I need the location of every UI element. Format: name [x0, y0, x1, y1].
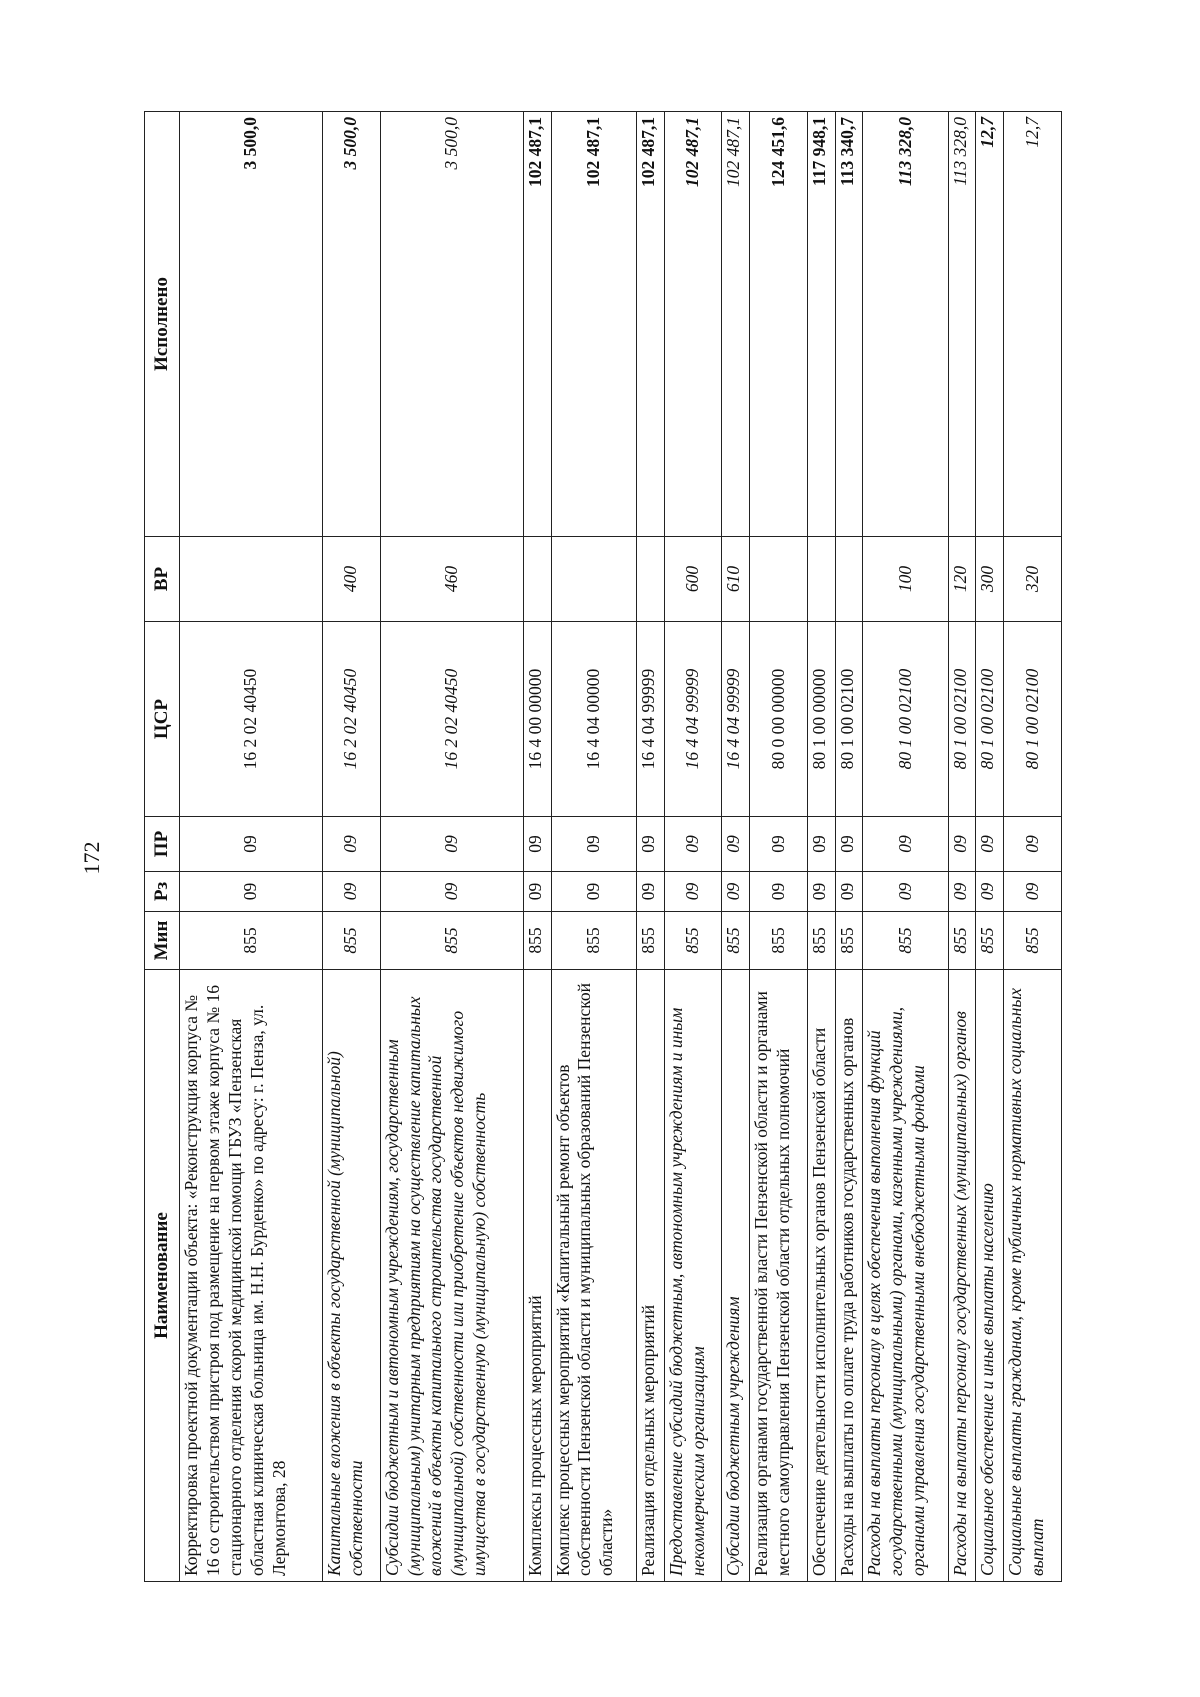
cell-done: 12,7	[976, 112, 1004, 537]
cell-done: 102 487,1	[722, 112, 750, 537]
cell-rz: 09	[664, 872, 722, 912]
cell-vr: 320	[1004, 537, 1062, 622]
cell-rz: 09	[976, 872, 1004, 912]
cell-min: 855	[323, 912, 381, 970]
table-row	[750, 112, 808, 1582]
cell-rz: 09	[807, 872, 835, 912]
cell-done: 113 328,0	[863, 112, 948, 537]
cell-rz: 09	[750, 872, 808, 912]
table-row	[722, 112, 750, 1582]
header-vr: ВР	[145, 537, 180, 622]
cell-csr: 16 4 04 99999	[636, 622, 664, 817]
cell-pr: 09	[807, 817, 835, 872]
cell-name: Социальные выплаты гражданам, кроме публичных нормативных социальных выплат	[1004, 970, 1062, 1582]
table-row	[1004, 112, 1062, 1582]
cell-rz: 09	[180, 872, 323, 912]
header-min: Мин	[145, 912, 180, 970]
cell-min: 855	[180, 912, 323, 970]
cell-min: 855	[380, 912, 523, 970]
cell-pr: 09	[1004, 817, 1062, 872]
cell-vr	[636, 537, 664, 622]
cell-done: 124 451,6	[750, 112, 808, 537]
cell-csr: 16 4 04 00000	[551, 622, 636, 817]
cell-rz: 09	[380, 872, 523, 912]
cell-csr: 80 1 00 02100	[835, 622, 863, 817]
header-done: Исполнено	[145, 112, 180, 537]
cell-pr: 09	[976, 817, 1004, 872]
cell-vr	[180, 537, 323, 622]
cell-min: 855	[863, 912, 948, 970]
cell-done: 3 500,0	[323, 112, 381, 537]
cell-min: 855	[750, 912, 808, 970]
cell-name: Субсидии бюджетным учреждениям	[722, 970, 750, 1582]
cell-vr: 120	[948, 537, 976, 622]
cell-pr: 09	[551, 817, 636, 872]
cell-csr: 16 4 04 99999	[722, 622, 750, 817]
cell-pr: 09	[835, 817, 863, 872]
header-name: Наименование	[145, 970, 180, 1582]
cell-name: Комплексы процессных мероприятий	[523, 970, 551, 1582]
cell-vr: 600	[664, 537, 722, 622]
cell-rz: 09	[523, 872, 551, 912]
cell-name: Реализация отдельных мероприятий	[636, 970, 664, 1582]
cell-rz: 09	[636, 872, 664, 912]
cell-name: Капитальные вложения в объекты государственной (муниципальной) собственности	[323, 970, 381, 1582]
cell-pr: 09	[863, 817, 948, 872]
table-row	[180, 112, 323, 1582]
cell-csr: 80 1 00 02100	[948, 622, 976, 817]
cell-pr: 09	[523, 817, 551, 872]
cell-min: 855	[664, 912, 722, 970]
cell-csr: 80 1 00 00000	[807, 622, 835, 817]
table-row	[863, 112, 948, 1582]
cell-csr: 16 2 02 40450	[323, 622, 381, 817]
cell-vr: 610	[722, 537, 750, 622]
cell-rz: 09	[551, 872, 636, 912]
cell-done: 102 487,1	[523, 112, 551, 537]
cell-csr: 16 4 00 00000	[523, 622, 551, 817]
cell-vr: 460	[380, 537, 523, 622]
cell-done: 102 487,1	[636, 112, 664, 537]
cell-vr	[750, 537, 808, 622]
cell-min: 855	[551, 912, 636, 970]
cell-pr: 09	[323, 817, 381, 872]
cell-csr: 80 1 00 02100	[976, 622, 1004, 817]
cell-done: 102 487,1	[664, 112, 722, 537]
table-row	[664, 112, 722, 1582]
budget-table	[144, 111, 1062, 1582]
cell-name: Предоставление субсидий бюджетным, автономным учреждениям и иным некоммерческим организациям	[664, 970, 722, 1582]
budget-table-container	[144, 112, 1062, 1582]
cell-name: Социальное обеспечение и иные выплаты населению	[976, 970, 1004, 1582]
cell-min: 855	[1004, 912, 1062, 970]
cell-vr: 300	[976, 537, 1004, 622]
cell-csr: 80 1 00 02100	[1004, 622, 1062, 817]
header-rz: Рз	[145, 872, 180, 912]
cell-vr: 100	[863, 537, 948, 622]
table-row	[976, 112, 1004, 1582]
cell-rz: 09	[1004, 872, 1062, 912]
cell-name: Реализация органами государственной власти Пензенской области и органами местного самоуправления Пензенской области отдельных полномочий	[750, 970, 808, 1582]
cell-name: Расходы на выплаты персоналу государственных (муниципальных) органов	[948, 970, 976, 1582]
cell-name: Комплекс процессных мероприятий «Капитальный ремонт объектов собственности Пензенской области и муниципальных образований Пензенской области»	[551, 970, 636, 1582]
cell-rz: 09	[863, 872, 948, 912]
cell-pr: 09	[750, 817, 808, 872]
table-row	[323, 112, 381, 1582]
cell-min: 855	[523, 912, 551, 970]
cell-pr: 09	[380, 817, 523, 872]
header-csr: ЦСР	[145, 622, 180, 817]
cell-name: Корректировка проектной документации объекта: «Реконструкция корпуса № 16 со строительством пристроя под размещение на первом этаже корпуса № 16 стационарного отделения скорой медицинской помощи ГБУЗ «Пензенская областная клиническая больница им. Н.Н. Бурденко» по адресу: г. Пенза, ул. Лермонтова, 28	[180, 970, 323, 1582]
cell-name: Расходы на выплаты персоналу в целях обеспечения выполнения функций государственными (муниципальными) органами, казенными учреждениями, органами управления государственными внебюджетными фондами	[863, 970, 948, 1582]
cell-done: 113 340,7	[835, 112, 863, 537]
table-row	[636, 112, 664, 1582]
cell-min: 855	[948, 912, 976, 970]
table-row	[835, 112, 863, 1582]
cell-done: 12,7	[1004, 112, 1062, 537]
cell-min: 855	[636, 912, 664, 970]
table-row	[807, 112, 835, 1582]
cell-name: Субсидии бюджетным и автономным учреждениям, государственным (муниципальным) унитарным предприятиям на осуществление капитальных вложений в объекты капитального строительства государственной (муниципальной) собственности или приобретение объектов недвижимого имущества в государственную (муниципальную) собственность	[380, 970, 523, 1582]
cell-done: 117 948,1	[807, 112, 835, 537]
cell-done: 113 328,0	[948, 112, 976, 537]
cell-vr	[835, 537, 863, 622]
cell-vr: 400	[323, 537, 381, 622]
table-row	[551, 112, 636, 1582]
cell-min: 855	[807, 912, 835, 970]
cell-vr	[551, 537, 636, 622]
cell-min: 855	[976, 912, 1004, 970]
cell-done: 3 500,0	[180, 112, 323, 537]
cell-vr	[807, 537, 835, 622]
cell-pr: 09	[664, 817, 722, 872]
cell-name: Обеспечение деятельности исполнительных органов Пензенской области	[807, 970, 835, 1582]
table-row	[380, 112, 523, 1582]
table-header-row	[145, 112, 180, 1582]
cell-csr: 80 0 00 00000	[750, 622, 808, 817]
cell-csr: 16 2 02 40450	[180, 622, 323, 817]
cell-done: 3 500,0	[380, 112, 523, 537]
cell-pr: 09	[948, 817, 976, 872]
cell-pr: 09	[180, 817, 323, 872]
cell-min: 855	[722, 912, 750, 970]
cell-rz: 09	[323, 872, 381, 912]
cell-min: 855	[835, 912, 863, 970]
cell-csr: 16 4 04 99999	[664, 622, 722, 817]
table-row	[523, 112, 551, 1582]
page-number: 172	[79, 841, 104, 875]
header-pr: ПР	[145, 817, 180, 872]
cell-csr: 16 2 02 40450	[380, 622, 523, 817]
cell-rz: 09	[722, 872, 750, 912]
cell-csr: 80 1 00 02100	[863, 622, 948, 817]
table-row	[948, 112, 976, 1582]
cell-done: 102 487,1	[551, 112, 636, 537]
cell-pr: 09	[722, 817, 750, 872]
cell-rz: 09	[948, 872, 976, 912]
cell-name: Расходы на выплаты по оплате труда работников государственных органов	[835, 970, 863, 1582]
cell-rz: 09	[835, 872, 863, 912]
cell-vr	[523, 537, 551, 622]
cell-pr: 09	[636, 817, 664, 872]
